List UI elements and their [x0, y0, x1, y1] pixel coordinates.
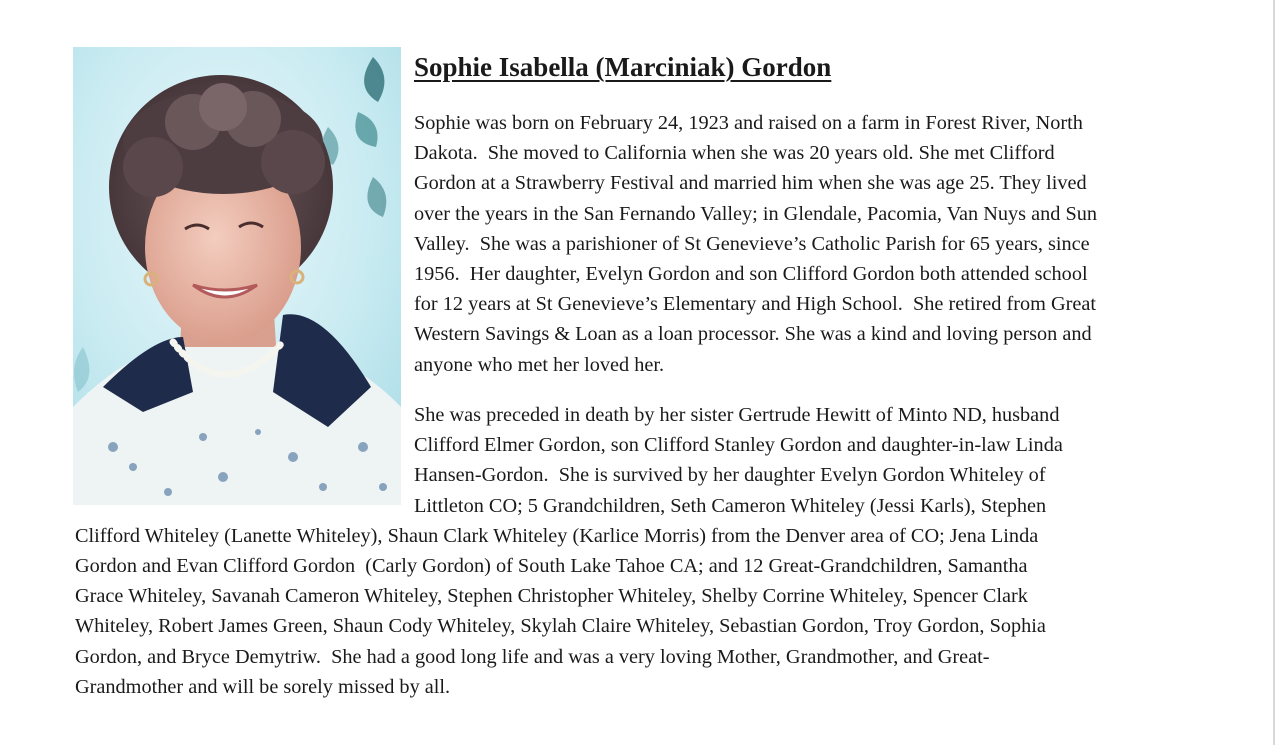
portrait-photo: [73, 47, 401, 505]
text-line: anyone who met her loved her.: [414, 353, 665, 376]
text-line: Dakota. She moved to California when she was 20 years old. She met Clifford: [414, 142, 1055, 165]
obituary-title: Sophie Isabella (Marciniak) Gordon: [414, 52, 832, 82]
text-line: She was preceded in death by her sister Gertrude Hewitt of Minto ND, husband: [414, 404, 1060, 426]
text-line: Littleton CO; 5 Grandchildren, Seth Cameron Whiteley (Jessi Karls), Stephen: [414, 494, 1047, 517]
text-line: Whiteley, Robert James Green, Shaun Cody Whiteley, Skylah Claire Whiteley, Sebastian Gordon, Troy Gordon, Sophia: [75, 615, 1046, 638]
text-line: 1956. Her daughter, Evelyn Gordon and son Clifford Gordon both attended school: [414, 263, 1088, 285]
text-line: over the years in the San Fernando Valley; in Glendale, Pacomia, Van Nuys and Sun: [414, 202, 1098, 225]
text-line: Sophie was born on February 24, 1923 and raised on a farm in Forest River, North: [414, 112, 1083, 134]
text-line: Gordon at a Strawberry Festival and married him when she was age 25. They lived: [414, 172, 1087, 195]
text-line: for 12 years at St Genevieve’s Elementary and High School. She retired from Great: [414, 293, 1097, 316]
text-line: Grandmother and will be sorely missed by all.: [75, 675, 451, 698]
text-line: Gordon, and Bryce Demytriw. She had a good long life and was a very loving Mother, Grandmother, and Great-: [75, 645, 990, 668]
text-line: Clifford Elmer Gordon, son Clifford Stanley Gordon and daughter-in-law Linda: [414, 434, 1063, 457]
text-line: Valley. She was a parishioner of St Genevieve’s Catholic Parish for 65 years, since: [414, 232, 1090, 255]
text-line: Western Savings & Loan as a loan processor. She was a kind and loving person and: [414, 323, 1092, 346]
text-line: Grace Whiteley, Savanah Cameron Whiteley, Stephen Christopher Whiteley, Shelby Corrine Whiteley, Spencer Clark: [75, 585, 1028, 608]
text-line: Hansen-Gordon. She is survived by her daughter Evelyn Gordon Whiteley of: [414, 464, 1046, 487]
text-line: Gordon and Evan Clifford Gordon (Carly Gordon) of South Lake Tahoe CA; and 12 Great-Grandchildren, Samantha: [75, 555, 1028, 577]
text-line: Clifford Whiteley (Lanette Whiteley), Shaun Clark Whiteley (Karlice Morris) from the Denver area of CO; Jena Linda: [75, 524, 1039, 547]
